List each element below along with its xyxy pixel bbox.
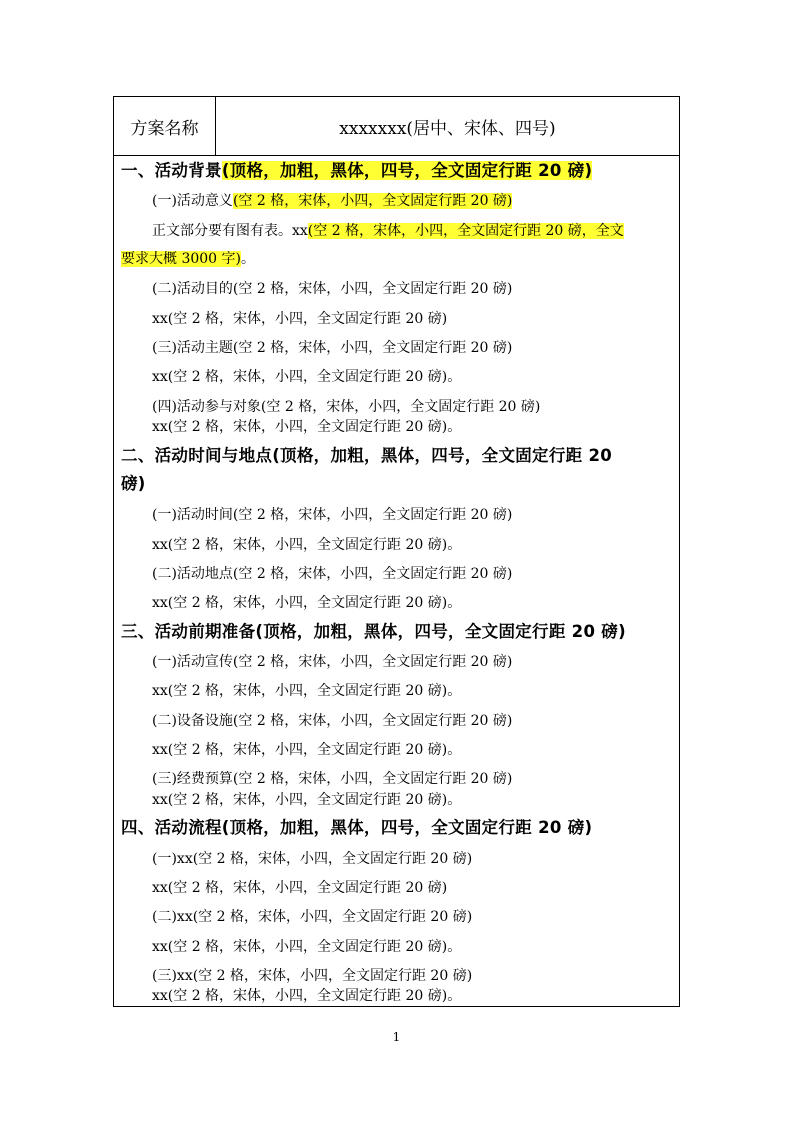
s1-line-7: xx(空 2 格，宋体，小四，全文固定行距 20 磅)。 — [152, 369, 462, 385]
s1-line-5: xx(空 2 格，宋体，小四，全文固定行距 20 磅) — [152, 311, 448, 327]
s1-body-end: 。 — [241, 251, 255, 267]
s2-line-3: (二)活动地点(空 2 格，宋体，小四，全文固定行距 20 磅) — [152, 566, 513, 582]
s3-line-4: xx(空 2 格，宋体，小四，全文固定行距 20 磅)。 — [152, 742, 462, 758]
section-1-title: 一、活动背景 — [121, 161, 222, 180]
s4-line-4: xx(空 2 格，宋体，小四，全文固定行距 20 磅)。 — [152, 939, 462, 955]
plan-name-value: xxxxxxx(居中、宋体、四号) — [339, 118, 556, 139]
s4-line-5: (三)xx(空 2 格，宋体，小四，全文固定行距 20 磅) — [152, 968, 473, 984]
section-1-heading — [121, 161, 592, 181]
document-frame — [113, 96, 680, 1007]
page-number: 1 — [392, 1030, 401, 1044]
plan-name-label: 方案名称 — [114, 97, 216, 155]
s1-body-note-2: 要求大概 3000 字) — [121, 251, 241, 267]
header-row — [114, 97, 679, 156]
section-2-heading-line-2: 磅) — [121, 474, 146, 493]
s3-line-3: (二)设备设施(空 2 格，宋体，小四，全文固定行距 20 磅) — [152, 713, 513, 729]
s4-line-3: (二)xx(空 2 格，宋体，小四，全文固定行距 20 磅) — [152, 909, 473, 925]
s1-line-2 — [152, 221, 624, 241]
section-1-title-note: (顶格，加粗，黑体，四号，全文固定行距 20 磅) — [221, 161, 593, 180]
s2-line-1: (一)活动时间(空 2 格，宋体，小四，全文固定行距 20 磅) — [152, 507, 513, 523]
s2-line-2: xx(空 2 格，宋体，小四，全文固定行距 20 磅)。 — [152, 537, 462, 553]
s4-line-2: xx(空 2 格，宋体，小四，全文固定行距 20 磅) — [152, 880, 448, 896]
s2-line-4: xx(空 2 格，宋体，小四，全文固定行距 20 磅)。 — [152, 595, 462, 611]
s1-line-1 — [152, 191, 512, 211]
s3-line-6: xx(空 2 格，宋体，小四，全文固定行距 20 磅)。 — [152, 792, 462, 808]
s1-line-6: (三)活动主题(空 2 格，宋体，小四，全文固定行距 20 磅) — [152, 340, 513, 356]
s4-line-6: xx(空 2 格，宋体，小四，全文固定行距 20 磅)。 — [152, 988, 462, 1004]
s1-body-prefix: 正文部分要有图有表。xx — [152, 223, 308, 239]
section-4-heading: 四、活动流程(顶格，加粗，黑体，四号，全文固定行距 20 磅) — [121, 818, 593, 837]
s3-line-2: xx(空 2 格，宋体，小四，全文固定行距 20 磅)。 — [152, 683, 462, 699]
s3-line-5: (三)经费预算(空 2 格，宋体，小四，全文固定行距 20 磅) — [152, 771, 513, 787]
s3-line-1: (一)活动宣传(空 2 格，宋体，小四，全文固定行距 20 磅) — [152, 654, 513, 670]
s1-sub1-note: (空 2 格，宋体，小四，全文固定行距 20 磅) — [232, 193, 513, 209]
s1-line-4: (二)活动目的(空 2 格，宋体，小四，全文固定行距 20 磅) — [152, 281, 513, 297]
s1-line-3 — [121, 249, 255, 269]
s1-body-note-1: (空 2 格，宋体，小四，全文固定行距 20 磅，全文 — [307, 223, 624, 239]
s1-sub1-label: (一)活动意义 — [152, 193, 233, 209]
section-3-heading: 三、活动前期准备(顶格，加粗，黑体，四号，全文固定行距 20 磅) — [121, 622, 626, 641]
s1-line-8: (四)活动参与对象(空 2 格，宋体，小四，全文固定行距 20 磅) — [152, 399, 541, 415]
section-2-heading-line-1: 二、活动时间与地点(顶格，加粗，黑体，四号，全文固定行距 20 — [121, 446, 613, 465]
s1-line-9: xx(空 2 格，宋体，小四，全文固定行距 20 磅)。 — [152, 419, 462, 435]
s4-line-1: (一)xx(空 2 格，宋体，小四，全文固定行距 20 磅) — [152, 851, 473, 867]
